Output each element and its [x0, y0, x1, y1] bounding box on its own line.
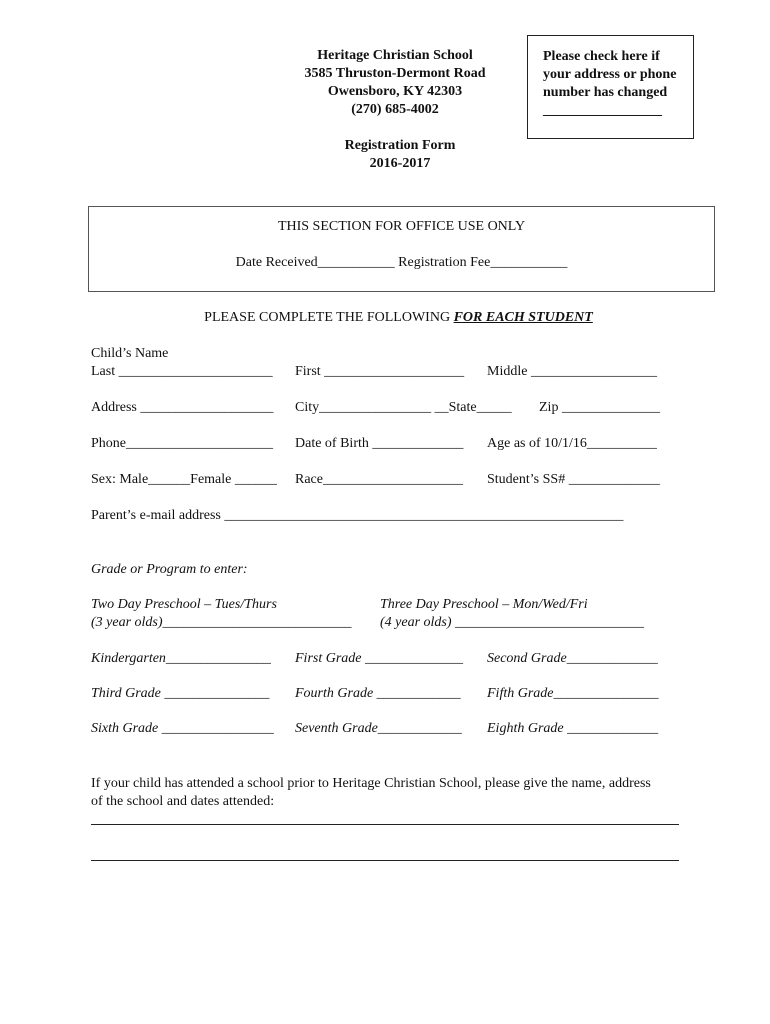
prior-school-question-line1: If your child has attended a school prior to Heritage Christian School, please give the name, address	[91, 776, 651, 791]
office-use-fields[interactable]: Date Received___________ Registration Fee___________	[235, 255, 568, 270]
zip-field[interactable]: Zip ______________	[539, 400, 660, 415]
grade-heading: Grade or Program to enter:	[91, 562, 248, 577]
ssn-field[interactable]: Student’s SS# _____________	[487, 472, 660, 487]
city-state-field[interactable]: City________________ __State_____	[295, 400, 512, 415]
two-day-preschool-label: Two Day Preschool – Tues/Thurs	[91, 597, 277, 612]
notice-check-line[interactable]: _________________	[543, 103, 662, 118]
school-header	[280, 47, 510, 119]
sex-field[interactable]: Sex: Male______Female ______	[91, 472, 277, 487]
childs-name-label: Child’s Name	[91, 346, 169, 361]
instructions	[0, 310, 770, 326]
three-day-preschool-field[interactable]: (4 year olds) ___________________________	[380, 615, 645, 630]
school-phone: (270) 685-4002	[351, 102, 439, 117]
instructions-emphasis: FOR EACH STUDENT	[453, 310, 593, 325]
notice-line-2: your address or phone	[543, 67, 677, 82]
school-street: 3585 Thruston-Dermont Road	[304, 66, 486, 81]
instructions-prefix: PLEASE COMPLETE THE FOLLOWING	[204, 310, 454, 325]
office-use-heading: THIS SECTION FOR OFFICE USE ONLY	[277, 219, 526, 234]
race-field[interactable]: Race____________________	[295, 472, 463, 487]
prior-school-question-line2: of the school and dates attended:	[91, 794, 275, 809]
address-change-checkbox-box[interactable]	[527, 35, 694, 139]
second-grade-field[interactable]: Second Grade_____________	[487, 651, 658, 666]
address-field[interactable]: Address ___________________	[91, 400, 274, 415]
kindergarten-field[interactable]: Kindergarten_______________	[91, 651, 271, 666]
fifth-grade-field[interactable]: Fifth Grade_______________	[487, 686, 659, 701]
middle-name-field[interactable]: Middle __________________	[487, 364, 657, 379]
phone-field[interactable]: Phone_____________________	[91, 436, 273, 451]
first-grade-field[interactable]: First Grade ______________	[295, 651, 463, 666]
school-city-state-zip: Owensboro, KY 42303	[327, 84, 463, 99]
dob-field[interactable]: Date of Birth _____________	[295, 436, 464, 451]
third-grade-field[interactable]: Third Grade _______________	[91, 686, 270, 701]
notice-line-3: number has changed	[543, 85, 668, 100]
last-name-field[interactable]: Last ______________________	[91, 364, 273, 379]
two-day-preschool-field[interactable]: (3 year olds)___________________________	[91, 615, 352, 630]
form-title-block	[300, 137, 500, 173]
fourth-grade-field[interactable]: Fourth Grade ____________	[295, 686, 461, 701]
three-day-preschool-label: Three Day Preschool – Mon/Wed/Fri	[380, 597, 588, 612]
form-title: Registration Form	[344, 138, 456, 153]
first-name-field[interactable]: First ____________________	[295, 364, 465, 379]
notice-line-1: Please check here if	[543, 49, 660, 64]
sixth-grade-field[interactable]: Sixth Grade ________________	[91, 721, 274, 736]
school-name: Heritage Christian School	[317, 48, 473, 63]
office-use-section	[88, 206, 715, 292]
school-year: 2016-2017	[369, 156, 431, 171]
seventh-grade-field[interactable]: Seventh Grade____________	[295, 721, 462, 736]
prior-school-answer-line-2[interactable]	[91, 860, 679, 861]
age-field[interactable]: Age as of 10/1/16__________	[487, 436, 657, 451]
parent-email-field[interactable]: Parent’s e-mail address _________________________________________________________	[91, 508, 624, 523]
eighth-grade-field[interactable]: Eighth Grade _____________	[487, 721, 659, 736]
prior-school-answer-line-1[interactable]	[91, 824, 679, 825]
